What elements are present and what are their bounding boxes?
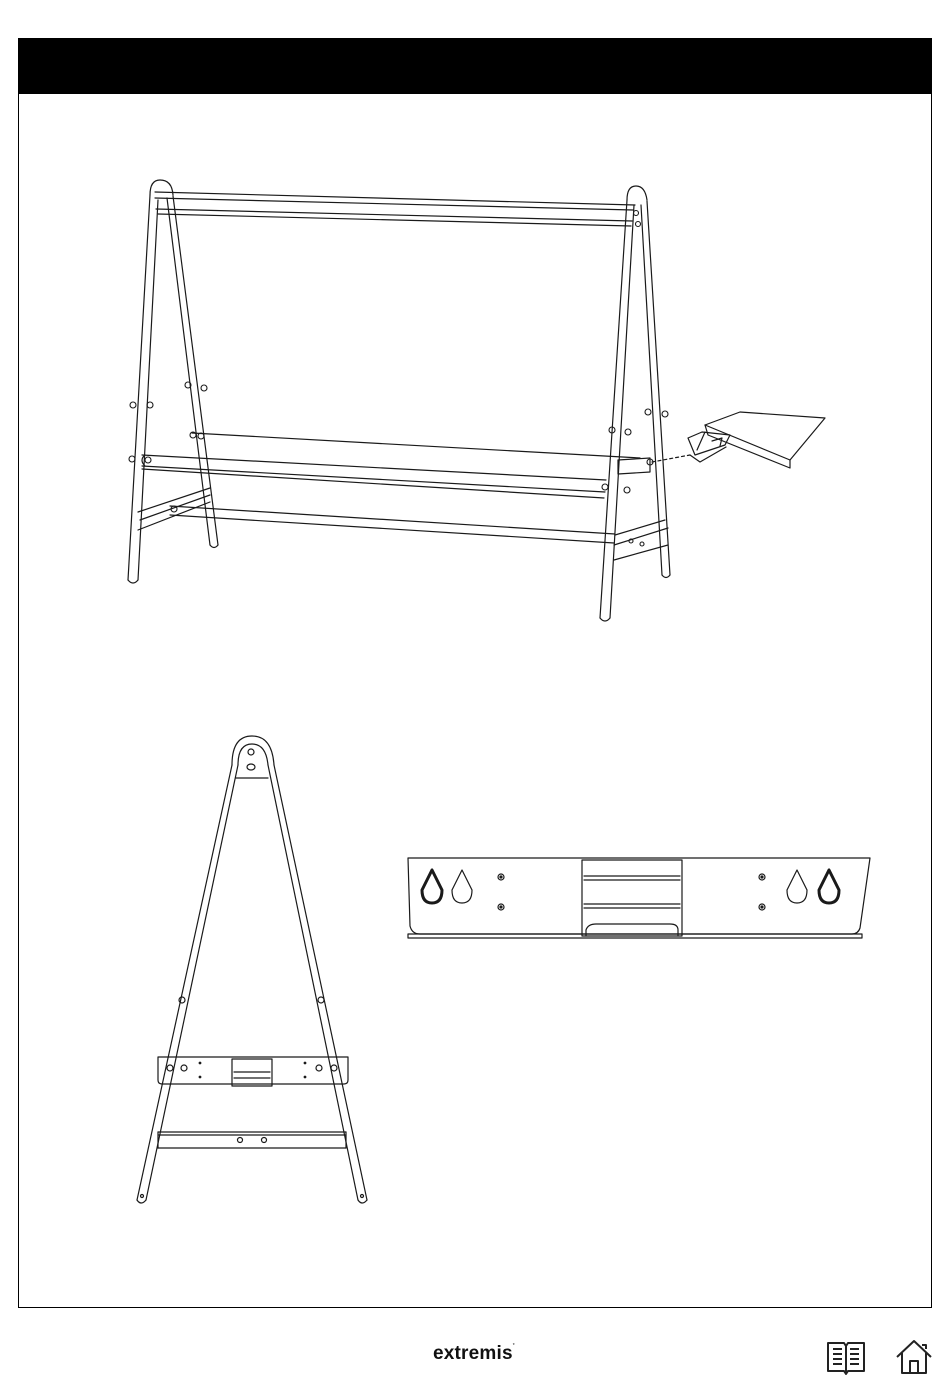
brand-registered-mark: * xyxy=(512,1343,515,1349)
a-frame-side-view-drawing xyxy=(137,736,367,1203)
brand-wordmark: extremis xyxy=(433,1343,513,1364)
table-frame-perspective-drawing xyxy=(128,180,825,621)
bracket-plate-detail-drawing xyxy=(408,858,870,938)
brand-logo xyxy=(433,1343,515,1365)
side-tray-bracket xyxy=(688,412,825,468)
manual-button[interactable] xyxy=(824,1335,868,1379)
open-book-icon xyxy=(824,1335,868,1379)
home-button[interactable] xyxy=(892,1335,936,1379)
home-icon xyxy=(892,1335,936,1379)
